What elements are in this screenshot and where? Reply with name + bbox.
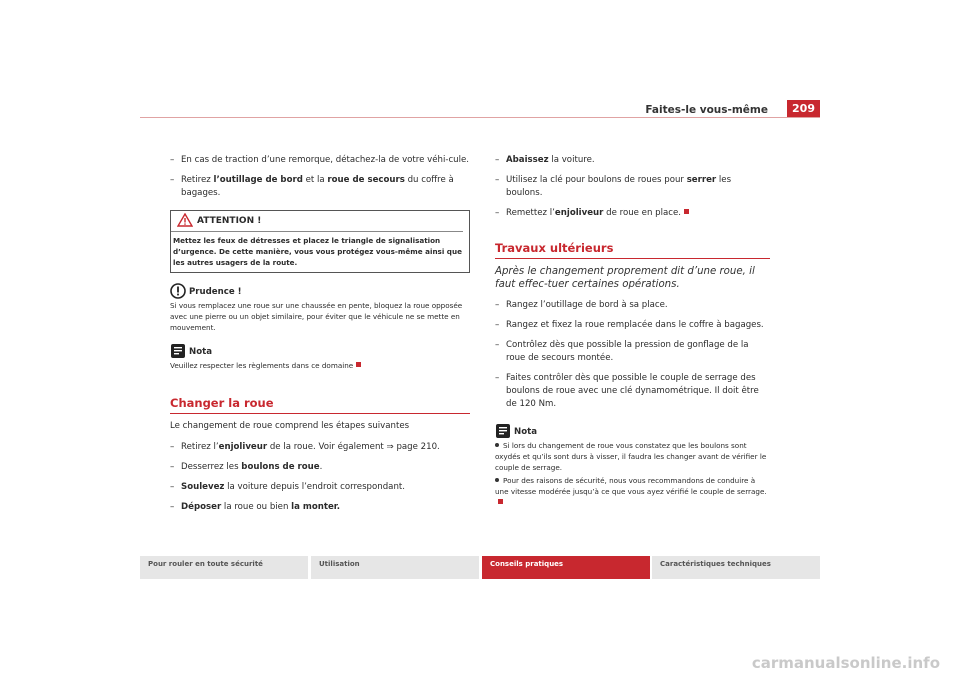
section-title-changer-roue: Changer la roue [170,397,470,414]
dash: – [170,175,175,185]
footer-tab-conseils[interactable]: Conseils pratiques [482,556,650,579]
step-item [495,372,770,411]
step-item [170,481,470,494]
dash: – [495,208,500,218]
warning-title: ATTENTION ! [197,216,262,226]
step-text: la roue ou bien [221,502,292,512]
caution-text: Si vous remplacez une roue sur une chaussée en pente, bloquez la roue opposée avec une pierre ou un objet similaire, pour éviter que le véhicule ne se mette en mouvement. [170,301,463,332]
caution-title: Prudence ! [189,287,242,297]
warning-header [171,211,463,232]
dash: – [495,373,500,383]
step-text: la voiture. [548,155,595,165]
step-text: les boulons. [506,175,732,198]
step-item [170,441,470,454]
step-item [495,299,770,312]
step-bold: enjoliveur [554,208,604,218]
footer-tab-utilisation[interactable]: Utilisation [311,556,479,579]
header-title: Faites-le vous-même [645,104,768,116]
step-text: Contrôlez dès que possible la pression de gonflage de la roue de secours montée. [506,340,749,363]
nota-block [170,343,470,371]
section-title-travaux: Travaux ultérieurs [495,242,770,259]
step-bold: enjoliveur [218,442,268,452]
dash: – [495,155,500,165]
nota-bullet-text: Pour des raisons de sécurité, nous vous recommandons de conduire à une vitesse modérée jusqu’à ce que vous ayez vérifié le couple de serrage. [495,476,767,496]
dash: – [495,175,500,185]
caution-header [170,283,470,299]
bullet-dot [495,443,499,447]
step-item [170,154,470,167]
step-text: du coffre à bagages. [181,175,454,198]
dash: – [170,155,175,165]
nota-bullet-text: Si lors du changement de roue vous constatez que les boulons sont oxydés et qu’ils sont durs à visser, il faudra les changer avant de vérifier le couple de serrage. [495,441,767,472]
section-subtitle: Après le changement proprement dit d’une roue, il faut effec-tuer certaines opérations. [495,266,755,290]
end-marker [356,362,361,367]
step-text: Retirez [181,175,214,185]
step-bold: serrer [686,175,717,185]
step-text: Rangez l’outillage de bord à sa place. [506,300,668,310]
dash: – [170,442,175,452]
step-text: la voiture depuis l’endroit correspondant. [224,482,405,492]
nota-title: Nota [189,347,213,357]
step-item [495,319,770,332]
nota-bullet [495,440,770,473]
step-bold: la monter. [291,502,341,512]
nota-header [495,423,770,439]
nota-title: Nota [514,427,538,437]
step-item [495,339,770,365]
step-text: Desserrez les [181,462,242,472]
step-bold: boulons de roue [241,462,320,472]
bullet-dot [495,478,499,482]
page-number: 209 [787,100,820,118]
exclamation-circle-icon [170,283,186,299]
dash: – [170,502,175,512]
step-text: Utilisez la clé pour boulons de roues pour [506,175,687,185]
step-text: Rangez et fixez la roue remplacée dans le coffre à bagages. [506,320,764,330]
footer-tab-caracteristiques[interactable]: Caractéristiques techniques [652,556,820,579]
note-icon [495,423,511,439]
dash: – [170,482,175,492]
section-intro: Le changement de roue comprend les étapes suivantes [170,421,410,431]
footer-tab-securite[interactable]: Pour rouler en toute sécurité [140,556,308,579]
step-text: et la [302,175,328,185]
step-text: de roue en place. [603,208,681,218]
caution-block [170,283,470,333]
nota-block-right [495,423,770,508]
nota-bullet [495,475,770,508]
watermark: carmanualsonline.info [751,654,940,672]
header-rule [140,117,820,118]
end-marker [498,499,503,504]
step-text: de la roue. Voir également ⇒ page 210. [267,442,440,452]
step-text: Faites contrôler dès que possible le couple de serrage des boulons de roue avec une clé dynamométrique. Il doit être de 120 Nm. [506,373,759,409]
nota-text [170,360,470,371]
nota-header [170,343,470,359]
step-text: Retirez l’ [181,442,219,452]
step-bold: Déposer [181,502,222,512]
dash: – [495,300,500,310]
nota-text-content: Veuillez respecter les règlements dans ce domaine [170,361,354,370]
left-column [170,154,470,521]
step-item [170,174,470,200]
step-text: En cas de traction d’une remorque, détachez-la de votre véhi-cule. [181,155,470,165]
dash: – [495,320,500,330]
step-item [170,461,470,474]
step-item [495,154,770,167]
step-item [495,174,770,200]
right-column [495,154,770,510]
step-item [170,501,470,514]
warning-text: Mettez les feux de détresses et placez le triangle de signalisation d’urgence. De cette manière, vous vous protégez vous-même ainsi que les autres usagers de la route. [173,236,462,267]
warning-triangle-icon [177,213,193,227]
step-bold: roue de secours [327,175,405,185]
dash: – [495,340,500,350]
dash: – [170,462,175,472]
step-bold: Abaissez [506,155,549,165]
end-marker [684,209,689,214]
step-text: Remettez l’ [506,208,555,218]
step-item [495,207,770,220]
note-icon [170,343,186,359]
warning-box [170,210,470,273]
step-bold: Soulevez [181,482,225,492]
step-text: . [319,462,323,472]
step-bold: l’outillage de bord [213,175,303,185]
